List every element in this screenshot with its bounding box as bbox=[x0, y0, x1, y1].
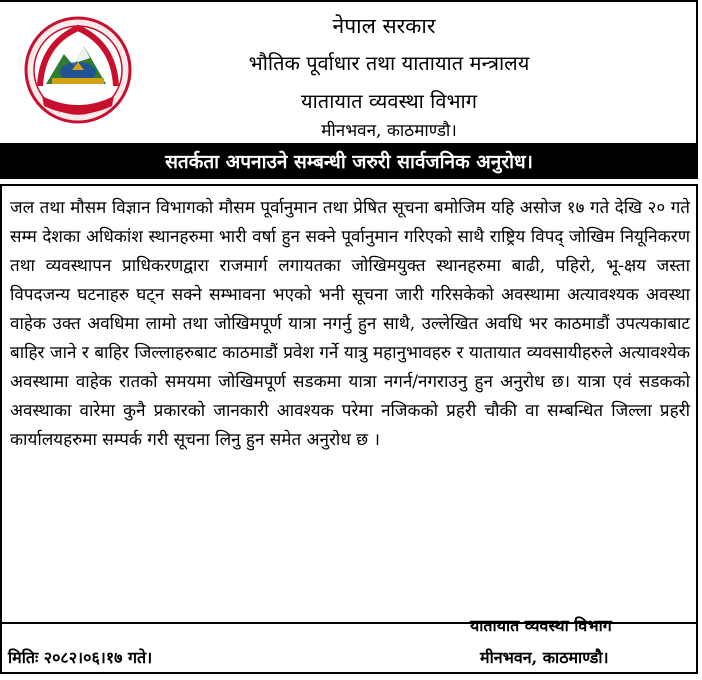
bottom-border bbox=[0, 672, 698, 674]
letterhead bbox=[0, 0, 698, 143]
ministry-name: भौतिक पूर्वाधार तथा यातायात मन्त्रालय bbox=[248, 51, 530, 75]
right-border bbox=[696, 184, 698, 674]
department-name: यातायात व्यवस्था विभाग bbox=[301, 89, 477, 113]
office-address: मीनभवन, काठमाण्डौ। bbox=[321, 121, 457, 141]
signature-location: मीनभवन, काठमाण्डौ। bbox=[480, 648, 609, 667]
government-name: नेपाल सरकार bbox=[332, 14, 436, 38]
notice-title-banner bbox=[0, 143, 698, 179]
left-border bbox=[0, 620, 2, 674]
notice-date: मितिः २०८२।०६।१७ गते। bbox=[8, 648, 153, 667]
signature-office: यातायात व्यवस्था विभाग bbox=[470, 616, 612, 635]
notice-title: सतर्कता अपनाउने सम्बन्धी जरुरी सार्वजनिक अनुरोध। bbox=[165, 151, 533, 173]
notice-body bbox=[0, 184, 698, 624]
notice-paragraph: जल तथा मौसम विज्ञान विभागको मौसम पूर्वानुमान तथा प्रेषित सूचना बमोजिम यहि असोज १७ गते देखि २० गते सम्म देशका अधिकांश स्थानहरुमा भारी वर्षा हुन सक्ने पूर्वानुमान गरिएको साथै राष्ट्रिय विपद् जोखिम नियूनिकरण तथा व्यवस्थापन प्राधिकरणद्वारा राजमार्ग लगायतका जोखिमयुक्त स्थानहरुमा बाढी, पहिरो, भू-क्षय जस्ता विपदजन्य घटनाहरु घट्न सक्ने सम्भावना भएको भनी सूचना जारी गरिसकेको अवस्थामा अत्यावश्यक अवस्था वाहेक उक्त अवधिमा लामो तथा जोखिमपूर्ण यात्रा नगर्नु हुन साथै, उल्लेखित अवधि भर काठमाडौं उपत्यकाबाट बाहिर जाने र बाहिर जिल्लाहरुबाट काठमाडौं प्रवेश गर्ने यात्रु महानुभावहरु र यातायात व्यवसायीहरुले अत्यावश्येक अवस्थामा वाहेक रातको समयमा जोखिमपूर्ण सडकमा यात्रा नगर्न/नगराउनु हुन अनुरोध छ। यात्रा एवं सडकको अवस्थाका वारेमा कुनै प्रकारको जानकारी आवश्यक परेमा नजिकको प्रहरी चौकी वा सम्बन्धित जिल्ला प्रहरी कार्यालयहरुमा सम्पर्क गरी सूचना लिनु हुन समेत अनुरोध छ । bbox=[10, 198, 690, 450]
